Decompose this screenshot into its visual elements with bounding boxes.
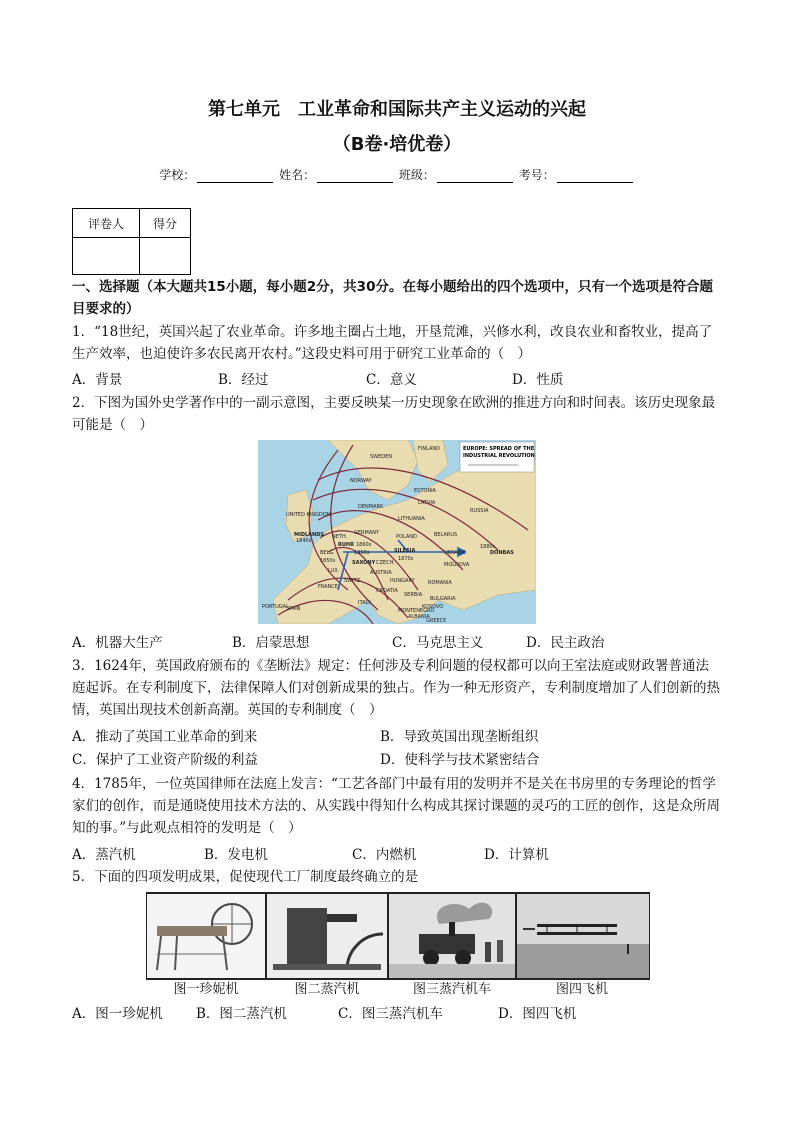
exam-number-blank[interactable] (557, 170, 633, 183)
airplane-lower-wing (537, 932, 617, 935)
q2-option-c[interactable]: C．马克思主义 (392, 635, 484, 651)
page-title: 第七单元 工业革命和国际共产主义运动的兴起 (208, 99, 586, 120)
name-blank[interactable] (317, 170, 393, 183)
map-label: DONBAS (490, 550, 514, 556)
q3-option-c[interactable]: C．保护了工业资产阶级的利益 (72, 752, 258, 768)
map-label: LITHUANIA (398, 516, 425, 522)
map-label: UKRAINE (444, 550, 467, 556)
q5-option-a[interactable]: A．图一珍妮机 (72, 1006, 163, 1022)
question-2-stem: 2．下图为国外史学著作中的一副示意图，主要反映某一历史现象在欧洲的推进方向和时间表。该历史现象最可能是（ ） (72, 395, 716, 433)
q5-option-c[interactable]: C．图三蒸汽机车 (338, 1006, 443, 1022)
map-label: MOLDOVA (444, 562, 470, 568)
jenny-frame (157, 926, 227, 936)
q4-option-b[interactable]: B．发电机 (204, 847, 268, 863)
school-label: 学校： (159, 168, 196, 182)
map-label: CZECH. (376, 560, 395, 566)
map-label: BULGARIA (430, 596, 456, 602)
map-label: ROMANIA (428, 580, 452, 586)
q1-option-c[interactable]: C．意义 (366, 372, 417, 388)
map-label: MONTENEGRO (398, 608, 435, 614)
map-label: RUHR (338, 542, 354, 548)
map-label: ITALY (358, 600, 371, 606)
caption-fig2: 图二蒸汽机 (294, 982, 360, 997)
q2-option-d[interactable]: D．民主政治 (526, 635, 605, 651)
map-label: 1850s (320, 558, 336, 564)
q1-option-a[interactable]: A．背景 (72, 372, 123, 388)
map-label: 1840s (296, 538, 312, 544)
map-label: 1870s (398, 556, 414, 562)
q3-option-d[interactable]: D．使科学与技术紧密结合 (380, 752, 540, 768)
caption-fig1: 图一珍妮机 (173, 982, 239, 997)
caption-fig4: 图四飞机 (555, 982, 608, 997)
q3-option-a[interactable]: A．推动了英国工业革命的到来 (72, 729, 258, 745)
class-label: 班级： (398, 168, 435, 182)
engine-body (287, 908, 327, 970)
question-4-stem: 4．1785年，一位英国律师在法庭上发言：“工艺各部门中最有用的发明并不是关在书房里的专务理论的哲学家们的创作，而是通晓使用技术方法的、从实践中得知什么构成其探讨课题的灵巧的工匠的创作，这是众所周知的事。”与此观点相符的发明是（ ） (72, 776, 720, 836)
map-label: SERBIA (404, 592, 423, 598)
map-label: SWEDEN (370, 454, 393, 460)
school-blank[interactable] (197, 170, 273, 183)
map-label: POLAND (396, 534, 417, 540)
question-1-stem: 1．“18世纪，英国兴起了农业革命。许多地主圈占土地，开垦荒滩，兴修水利，改良农业和畜牧业，提高了生产效率，也迫使许多农民离开农村。”这段史料可用于研究工业革命的（ ） (72, 324, 713, 362)
map-label: MIDLANDS (294, 532, 324, 538)
q4-option-d[interactable]: D．计算机 (484, 847, 549, 863)
map-label: 1860s (356, 542, 372, 548)
exam-number-label: 考号： (518, 168, 555, 182)
score-header: 得分 (140, 209, 191, 238)
map-label: CROATIA (376, 588, 398, 594)
map-label: LUX. (328, 568, 340, 574)
q1-option-b[interactable]: B．经过 (218, 372, 269, 388)
map-label: AUSTRIA (370, 570, 392, 576)
q2-option-b[interactable]: B．启蒙思想 (232, 635, 310, 651)
steam-locomotive-image (388, 893, 516, 979)
name-label: 姓名： (279, 168, 316, 182)
airplane-upper-wing (537, 924, 617, 927)
map-label: SPAIN (286, 606, 301, 612)
airplane-image (516, 893, 650, 979)
q3-option-b[interactable]: B．导致英国出现垄断组织 (380, 729, 539, 745)
map-label: GREECE (426, 618, 447, 624)
map-label: ALBANIA (408, 614, 430, 620)
class-blank[interactable] (437, 170, 513, 183)
map-label: GERMANY (354, 530, 380, 536)
map-legend-title-2: INDUSTRIAL REVOLUTION (463, 453, 535, 459)
question-3-stem: 3．1624年，英国政府颁布的《垄断法》规定：任何涉及专利问题的侵权都可以向王室法庭或财政署普通法庭起诉。在专利制度下，法律保障人们对创新成果的独占。作为一种无形资产，专利制度增加了人们创新的热情，英国出现技术创新高潮。英国的专利制度（ ） (72, 658, 720, 718)
grader-cell[interactable] (73, 238, 140, 275)
map-label: 1880s (480, 544, 496, 550)
student-info-line (0, 166, 794, 183)
score-cell[interactable] (140, 238, 191, 275)
page-subtitle: （B卷·培优卷） (332, 134, 462, 155)
map-label: SILESIA (394, 548, 416, 554)
map-label: SAXONY (352, 560, 376, 566)
q1-option-d[interactable]: D．性质 (512, 372, 564, 388)
map-label: HUNGARY (390, 578, 415, 584)
question-5-stem: 5．下面的四项发明成果，促使现代工厂制度最终确立的是 (72, 869, 419, 885)
section-heading: 一、选择题（本大题共15小题，每小题2分，共30分。在每小题给出的四个选项中，只有一个选项是符合题目要求的） (72, 279, 713, 317)
map-label: FRANCE (318, 584, 338, 590)
map-label: LATVIA (418, 500, 436, 506)
map-legend-title-1: EUROPE: SPREAD OF THE (463, 446, 535, 452)
caption-fig3: 图三蒸汽机车 (412, 982, 491, 997)
score-table (72, 208, 191, 275)
map-label: FINLAND (418, 446, 441, 452)
q5-option-d[interactable]: D．图四飞机 (498, 1006, 577, 1022)
map-label: DENMARK (358, 504, 384, 510)
map-label: NORWAY (350, 478, 372, 484)
map-label: ESTONIA (414, 488, 436, 494)
q2-option-a[interactable]: A．机器大生产 (72, 635, 163, 651)
steam-engine-image (266, 893, 388, 979)
map-label: UNITED KINGDOM (286, 512, 331, 518)
europe-industrial-map (258, 440, 536, 624)
map-label: BELARUS (434, 532, 458, 538)
grader-header: 评卷人 (73, 209, 140, 238)
q5-option-b[interactable]: B．图二蒸汽机 (196, 1006, 287, 1022)
map-label: RUSSIA (470, 508, 489, 514)
q4-option-a[interactable]: A．蒸汽机 (72, 847, 136, 863)
map-label: SWITZ. (344, 578, 362, 584)
map-label: KOSOVO (422, 604, 444, 610)
spinning-jenny-image (146, 893, 266, 979)
map-label: BELG. (320, 550, 335, 556)
q4-option-c[interactable]: C．内燃机 (352, 847, 417, 863)
map-label: NETH. (332, 534, 348, 540)
map-label: PORTUGAL (262, 604, 289, 610)
map-label: 1850s (354, 550, 370, 556)
